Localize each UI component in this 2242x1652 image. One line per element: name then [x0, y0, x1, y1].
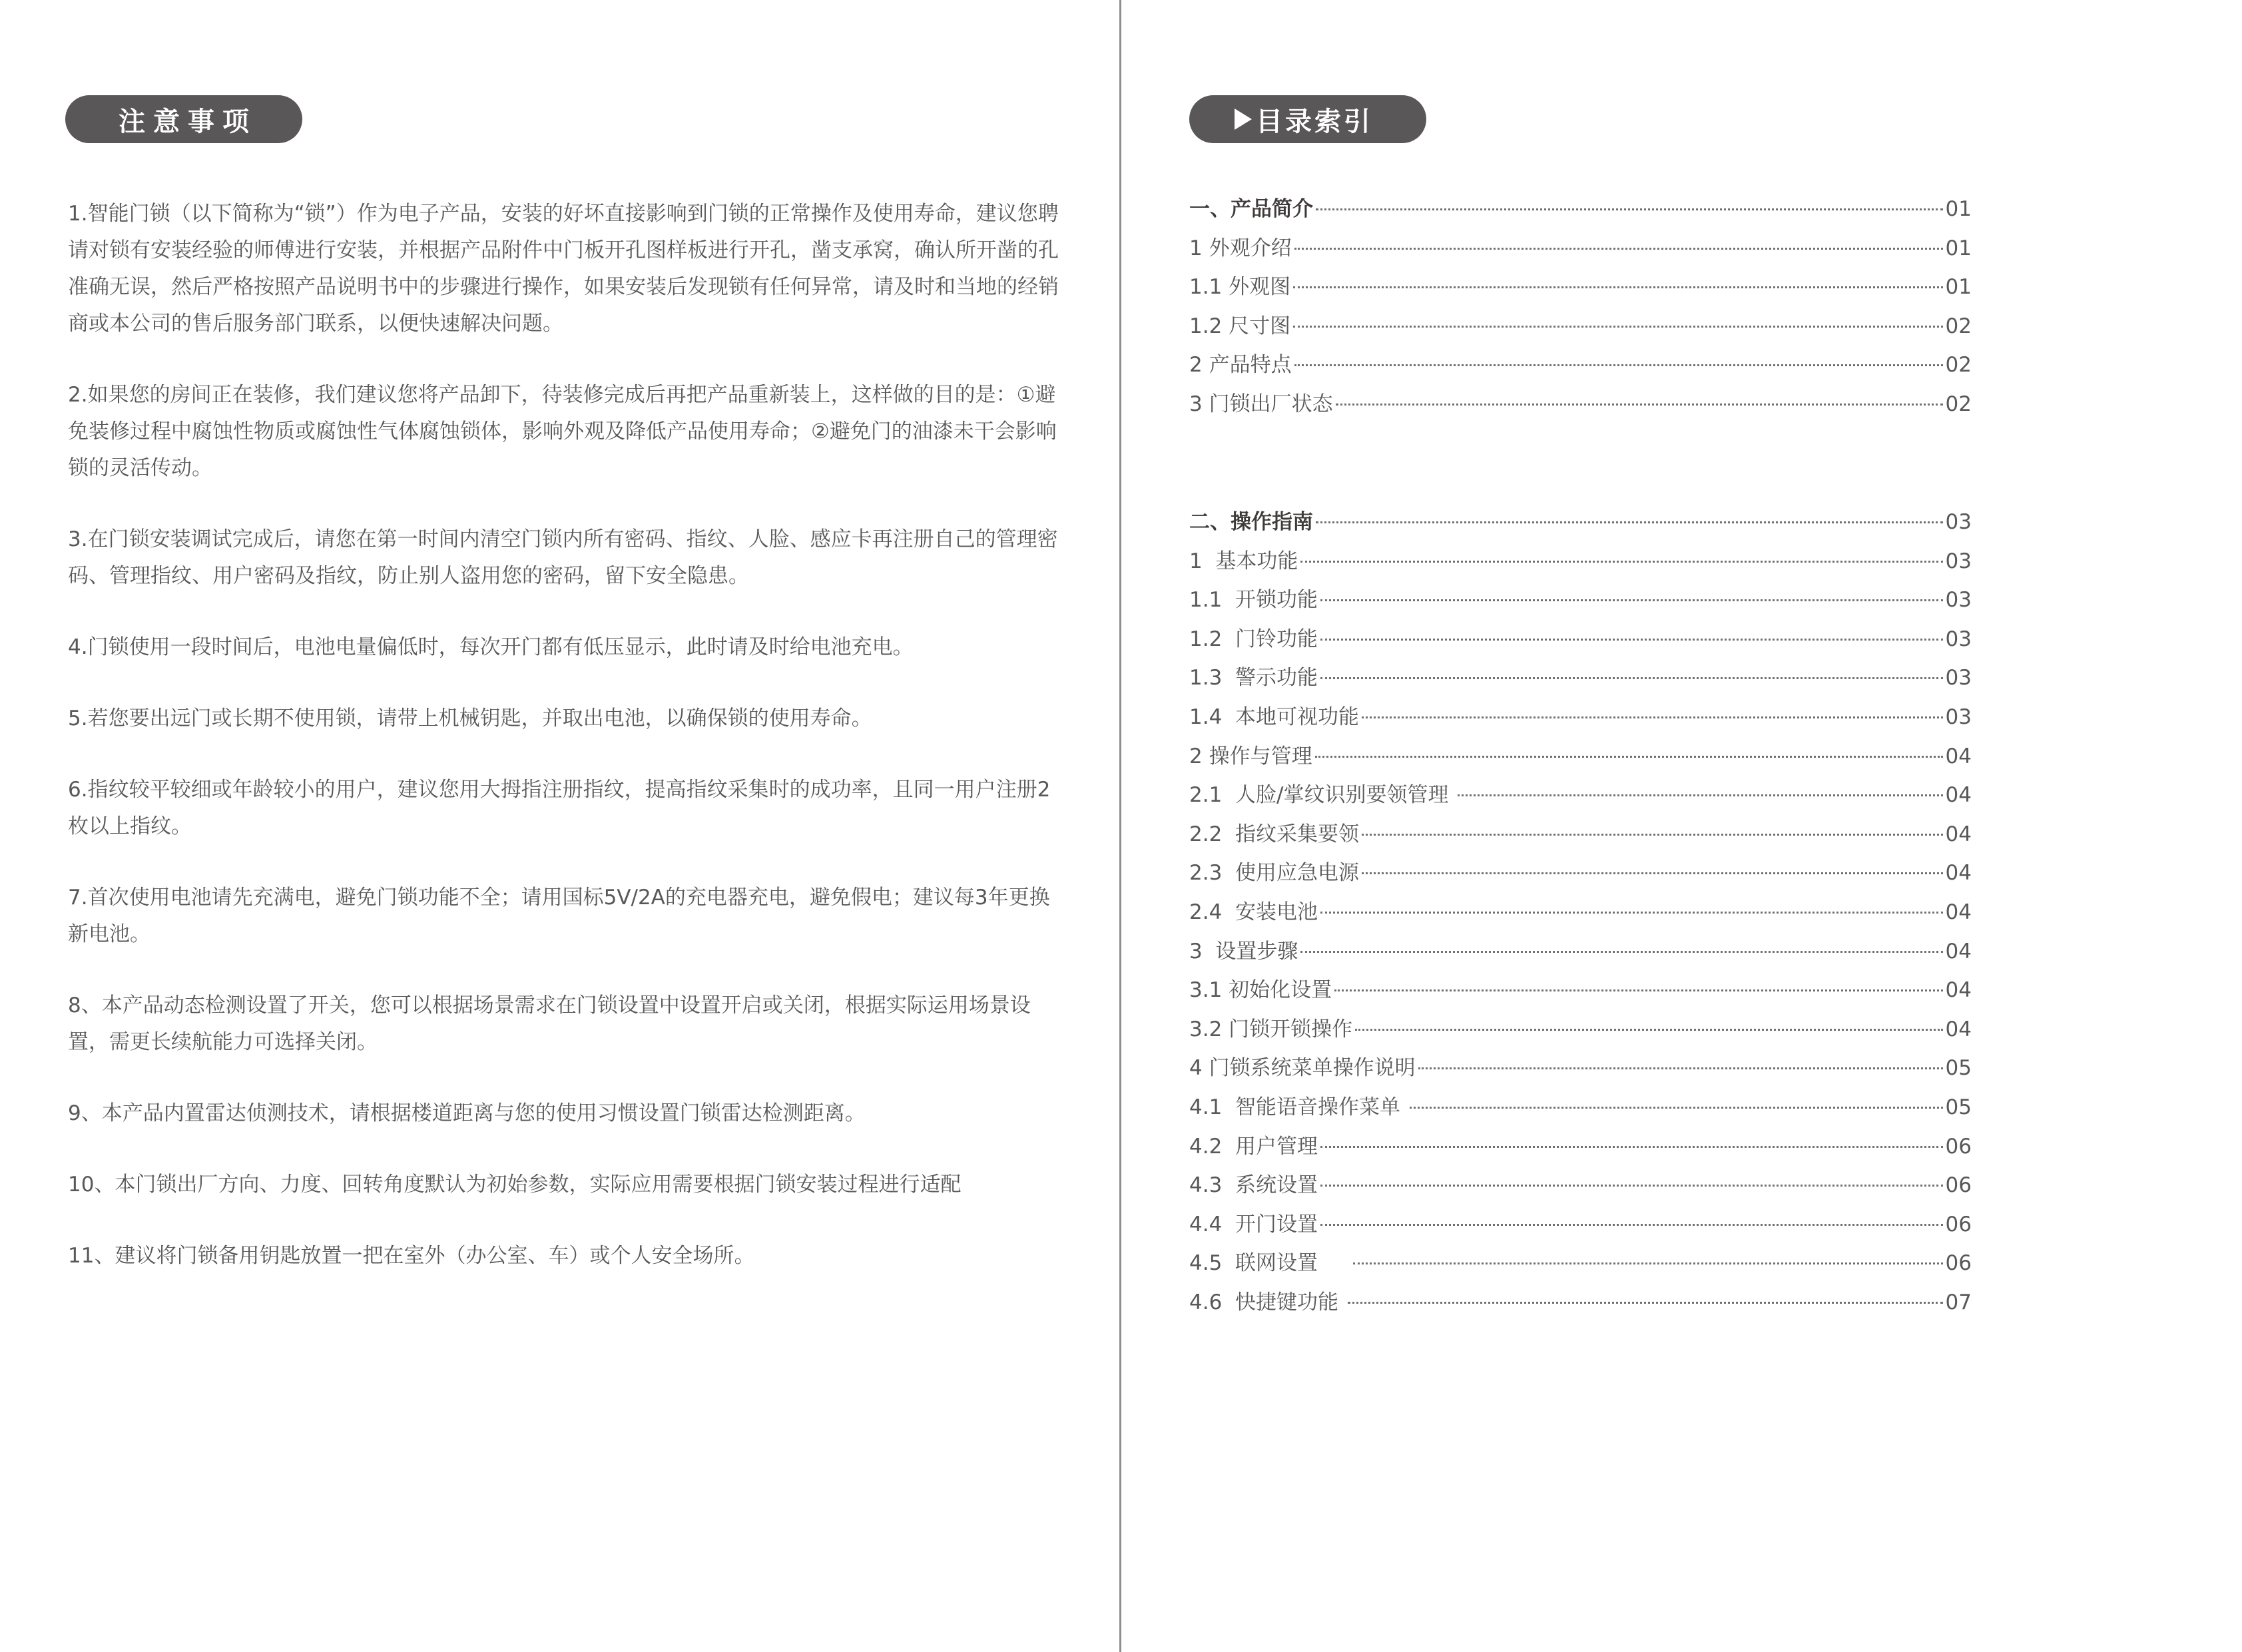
toc-dot-leader: [1362, 872, 1943, 874]
toc-entry-row: [1189, 270, 1972, 309]
notice-item: 5.若您要出远门或长期不使用锁，请带上机械钥匙，并取出电池，以确保锁的使用寿命。: [68, 706, 872, 730]
toc-entry-row: [1189, 1246, 1972, 1285]
notice-item: 9、本产品内置雷达侦测技术，请根据楼道距离与您的使用习惯设置门锁雷达检测距离。: [68, 1101, 866, 1125]
toc-page-number: 04: [1945, 783, 1972, 808]
toc-entry-row: [1189, 895, 1972, 934]
toc-dot-leader: [1300, 561, 1942, 563]
toc-page-number: 04: [1945, 822, 1972, 846]
notice-item: 8、本产品动态检测设置了开关，您可以根据场景需求在门锁设置中设置开启或关闭，根据实际运用场景设置，需更长续航能力可选择关闭。: [68, 993, 1031, 1054]
toc-entry-row: [1189, 583, 1972, 622]
toc-entry-row: [1189, 739, 1972, 778]
toc-dot-leader: [1320, 1185, 1943, 1187]
toc-entry-row: [1189, 1168, 1972, 1207]
toc-entry-row: [1189, 1129, 1972, 1169]
toc-entry-row: [1189, 817, 1972, 856]
toc-page-number: 04: [1945, 1017, 1972, 1041]
toc-dot-leader: [1293, 326, 1942, 328]
toc-entry-label: 3 门锁出厂状态: [1189, 392, 1333, 416]
toc-page-number: 03: [1945, 627, 1972, 651]
right-page: [1123, 0, 2242, 1652]
page-divider: [1119, 0, 1121, 1652]
toc-page-number: 06: [1945, 1134, 1972, 1159]
toc-entry-label: 1.1 开锁功能: [1189, 588, 1318, 613]
toc-entry-label: 2 产品特点: [1189, 353, 1292, 378]
toc-page-number: 04: [1945, 978, 1972, 1003]
toc-entry-row: [1189, 309, 1972, 348]
toc-dot-leader: [1320, 677, 1943, 679]
toc-entry-label: 1.4 本地可视功能: [1189, 704, 1360, 729]
left-page: [0, 0, 1120, 1652]
toc-dot-leader: [1348, 1302, 1943, 1304]
toc-dot-leader: [1320, 1146, 1943, 1148]
toc-page-number: 07: [1945, 1290, 1972, 1314]
toc-entry-label: 3.2 门锁开锁操作: [1189, 1017, 1353, 1041]
toc-page-number: 03: [1945, 549, 1972, 573]
toc-dot-leader: [1355, 1029, 1942, 1031]
toc-page-number: 01: [1945, 275, 1972, 300]
toc-entry-row: [1189, 231, 1972, 270]
toc-dot-leader: [1316, 208, 1943, 210]
toc-entry-row: [1189, 544, 1972, 583]
toc-page-number: 03: [1945, 588, 1972, 613]
toc-entry-row: [1189, 1012, 1972, 1051]
toc-entry-row: [1189, 622, 1972, 661]
toc-dot-leader: [1293, 286, 1942, 288]
toc-entry-label: 2.2 指纹采集要领: [1189, 822, 1360, 846]
toc-section-product-intro: [1189, 192, 1972, 426]
notice-item: 3.在门锁安装调试完成后，请您在第一时间内清空门锁内所有密码、指纹、人脸、感应卡再注册自己的管理密码、管理指纹、用户密码及指纹，防止别人盗用您的密码，留下安全隐患。: [68, 527, 1058, 588]
toc-entry-row: [1189, 661, 1972, 700]
toc-dot-leader: [1315, 756, 1943, 758]
toc-dot-leader: [1410, 1107, 1943, 1109]
toc-dot-leader: [1336, 404, 1943, 406]
toc-page-number: 04: [1945, 900, 1972, 924]
notice-item: 10、本门锁出厂方向、力度、回转角度默认为初始参数，实际应用需要根据门锁安装过程进行适配: [68, 1173, 962, 1197]
toc-entry-row: [1189, 1207, 1972, 1246]
toc-entry-label: 3 设置步骤: [1189, 939, 1298, 964]
toc-page-number: 02: [1945, 314, 1972, 338]
toc-heading-row: [1189, 505, 1972, 544]
toc-entry-label: 1 基本功能: [1189, 549, 1298, 573]
notice-item: 6.指纹较平较细或年龄较小的用户，建议您用大拇指注册指纹，提高指纹采集时的成功率，且同一用户注册2枚以上指纹。: [68, 778, 1051, 838]
toc-entry-row: [1189, 387, 1972, 426]
toc-entry-label: 2.1 人脸/掌纹识别要领管理: [1189, 783, 1456, 808]
toc-page-number: 02: [1945, 392, 1972, 416]
toc-dot-leader: [1458, 794, 1942, 796]
toc-entry-label: 2.4 安装电池: [1189, 900, 1318, 924]
toc-entry-label: 1.2 尺寸图: [1189, 314, 1291, 338]
toc-page-number: 05: [1945, 1095, 1972, 1119]
toc-entry-row: [1189, 1090, 1972, 1129]
notices-list: [68, 196, 1067, 1309]
toc-dot-leader: [1362, 834, 1943, 836]
toc-page-number: 02: [1945, 353, 1972, 378]
toc-page-number: 04: [1945, 861, 1972, 886]
toc-entry-label: 4.2 用户管理: [1189, 1134, 1318, 1159]
toc-entry-label: 4.3 系统设置: [1189, 1173, 1318, 1198]
toc-dot-leader: [1353, 1262, 1942, 1264]
toc-entry-label: 4.6 快捷键功能: [1189, 1290, 1345, 1314]
toc-entry-row: [1189, 934, 1972, 973]
toc-entry-label: 1.3 警示功能: [1189, 666, 1318, 690]
notice-item: 1.智能门锁（以下简称为“锁”）作为电子产品，安装的好坏直接影响到门锁的正常操作及使用寿命，建议您聘请对锁有安装经验的师傅进行安装，并根据产品附件中门板开孔图样板进行开孔，凿支承窝，确认所开凿的孔准确无误，然后严格按照产品说明书中的步骤进行操作，如果安装后发现锁有任何异常，请及时和当地的经销商或本公司的售后服务部门联系，以便快速解决问题。: [68, 202, 1059, 336]
toc-page-number: 03: [1945, 666, 1972, 690]
toc-dot-leader: [1300, 951, 1942, 953]
notice-item: 7.首次使用电池请先充满电，避免门锁功能不全；请用国标5V/2A的充电器充电，避免假电；建议每3年更换新电池。: [68, 886, 1050, 946]
toc-dot-leader: [1320, 912, 1943, 914]
toc-page-number: 05: [1945, 1056, 1972, 1081]
toc-entry-label: 2 操作与管理: [1189, 744, 1312, 768]
toc-entry-label: 2.3 使用应急电源: [1189, 861, 1360, 886]
notices-header-title: 注意事项: [119, 106, 257, 137]
toc-entry-row: [1189, 856, 1972, 895]
notice-item: 4.门锁使用一段时间后，电池电量偏低时，每次开门都有低压显示，此时请及时给电池充电。: [68, 635, 914, 659]
toc-page-number: 01: [1945, 236, 1972, 260]
toc-dot-leader: [1320, 639, 1943, 641]
toc-entry-row: [1189, 1051, 1972, 1090]
toc-entry-row: [1189, 700, 1972, 739]
toc-entry-label: 一、产品简介: [1189, 197, 1313, 221]
toc-entry-label: 1.1 外观图: [1189, 275, 1291, 300]
toc-entry-row: [1189, 778, 1972, 817]
toc-page-number: 01: [1945, 197, 1972, 221]
toc-dot-leader: [1294, 248, 1943, 250]
toc-dot-leader: [1418, 1067, 1943, 1069]
toc-dot-leader: [1334, 989, 1942, 991]
toc-entry-row: [1189, 973, 1972, 1012]
toc-entry-label: 3.1 初始化设置: [1189, 978, 1332, 1003]
toc-header-badge: [1189, 95, 1426, 143]
toc-entry-row: [1189, 1285, 1972, 1324]
notices-header-badge: [65, 95, 302, 143]
toc-entry-label: 4.4 开门设置: [1189, 1212, 1318, 1237]
toc-page-number: 03: [1945, 510, 1972, 534]
toc-dot-leader: [1362, 716, 1943, 718]
notice-item: 2.如果您的房间正在装修，我们建议您将产品卸下，待装修完成后再把产品重新装上，这样做的目的是：①避免装修过程中腐蚀性物质或腐蚀性气体腐蚀锁体，影响外观及降低产品使用寿命；②避免门的油漆未干会影响锁的灵活传动。: [68, 383, 1057, 480]
toc-section-operation-guide: [1189, 505, 1972, 1324]
toc-dot-leader: [1316, 521, 1943, 523]
toc-page-number: 06: [1945, 1173, 1972, 1198]
toc-dot-leader: [1294, 364, 1943, 366]
toc-header-title: 目录索引: [1256, 106, 1373, 137]
toc-page-number: 04: [1945, 939, 1972, 964]
toc-page-number: 06: [1945, 1212, 1972, 1237]
toc-page-number: 03: [1945, 704, 1972, 729]
toc-entry-label: 1 外观介绍: [1189, 236, 1292, 260]
toc-entry-label: 二、操作指南: [1189, 510, 1313, 534]
toc-entry-label: 4 门锁系统菜单操作说明: [1189, 1056, 1416, 1081]
toc-dot-leader: [1320, 599, 1943, 601]
notice-item: 11、建议将门锁备用钥匙放置一把在室外（办公室、车）或个人安全场所。: [68, 1244, 755, 1268]
toc-entry-label: 1.2 门铃功能: [1189, 627, 1318, 651]
toc-entry-label: 4.1 智能语音操作菜单: [1189, 1095, 1407, 1119]
toc-entry-row: [1189, 348, 1972, 387]
toc-heading-row: [1189, 192, 1972, 231]
toc-page-number: 06: [1945, 1251, 1972, 1276]
play-triangle-icon: [1235, 109, 1252, 130]
toc-dot-leader: [1320, 1224, 1943, 1226]
toc-entry-label: 4.5 联网设置: [1189, 1251, 1351, 1276]
toc-page-number: 04: [1945, 744, 1972, 768]
